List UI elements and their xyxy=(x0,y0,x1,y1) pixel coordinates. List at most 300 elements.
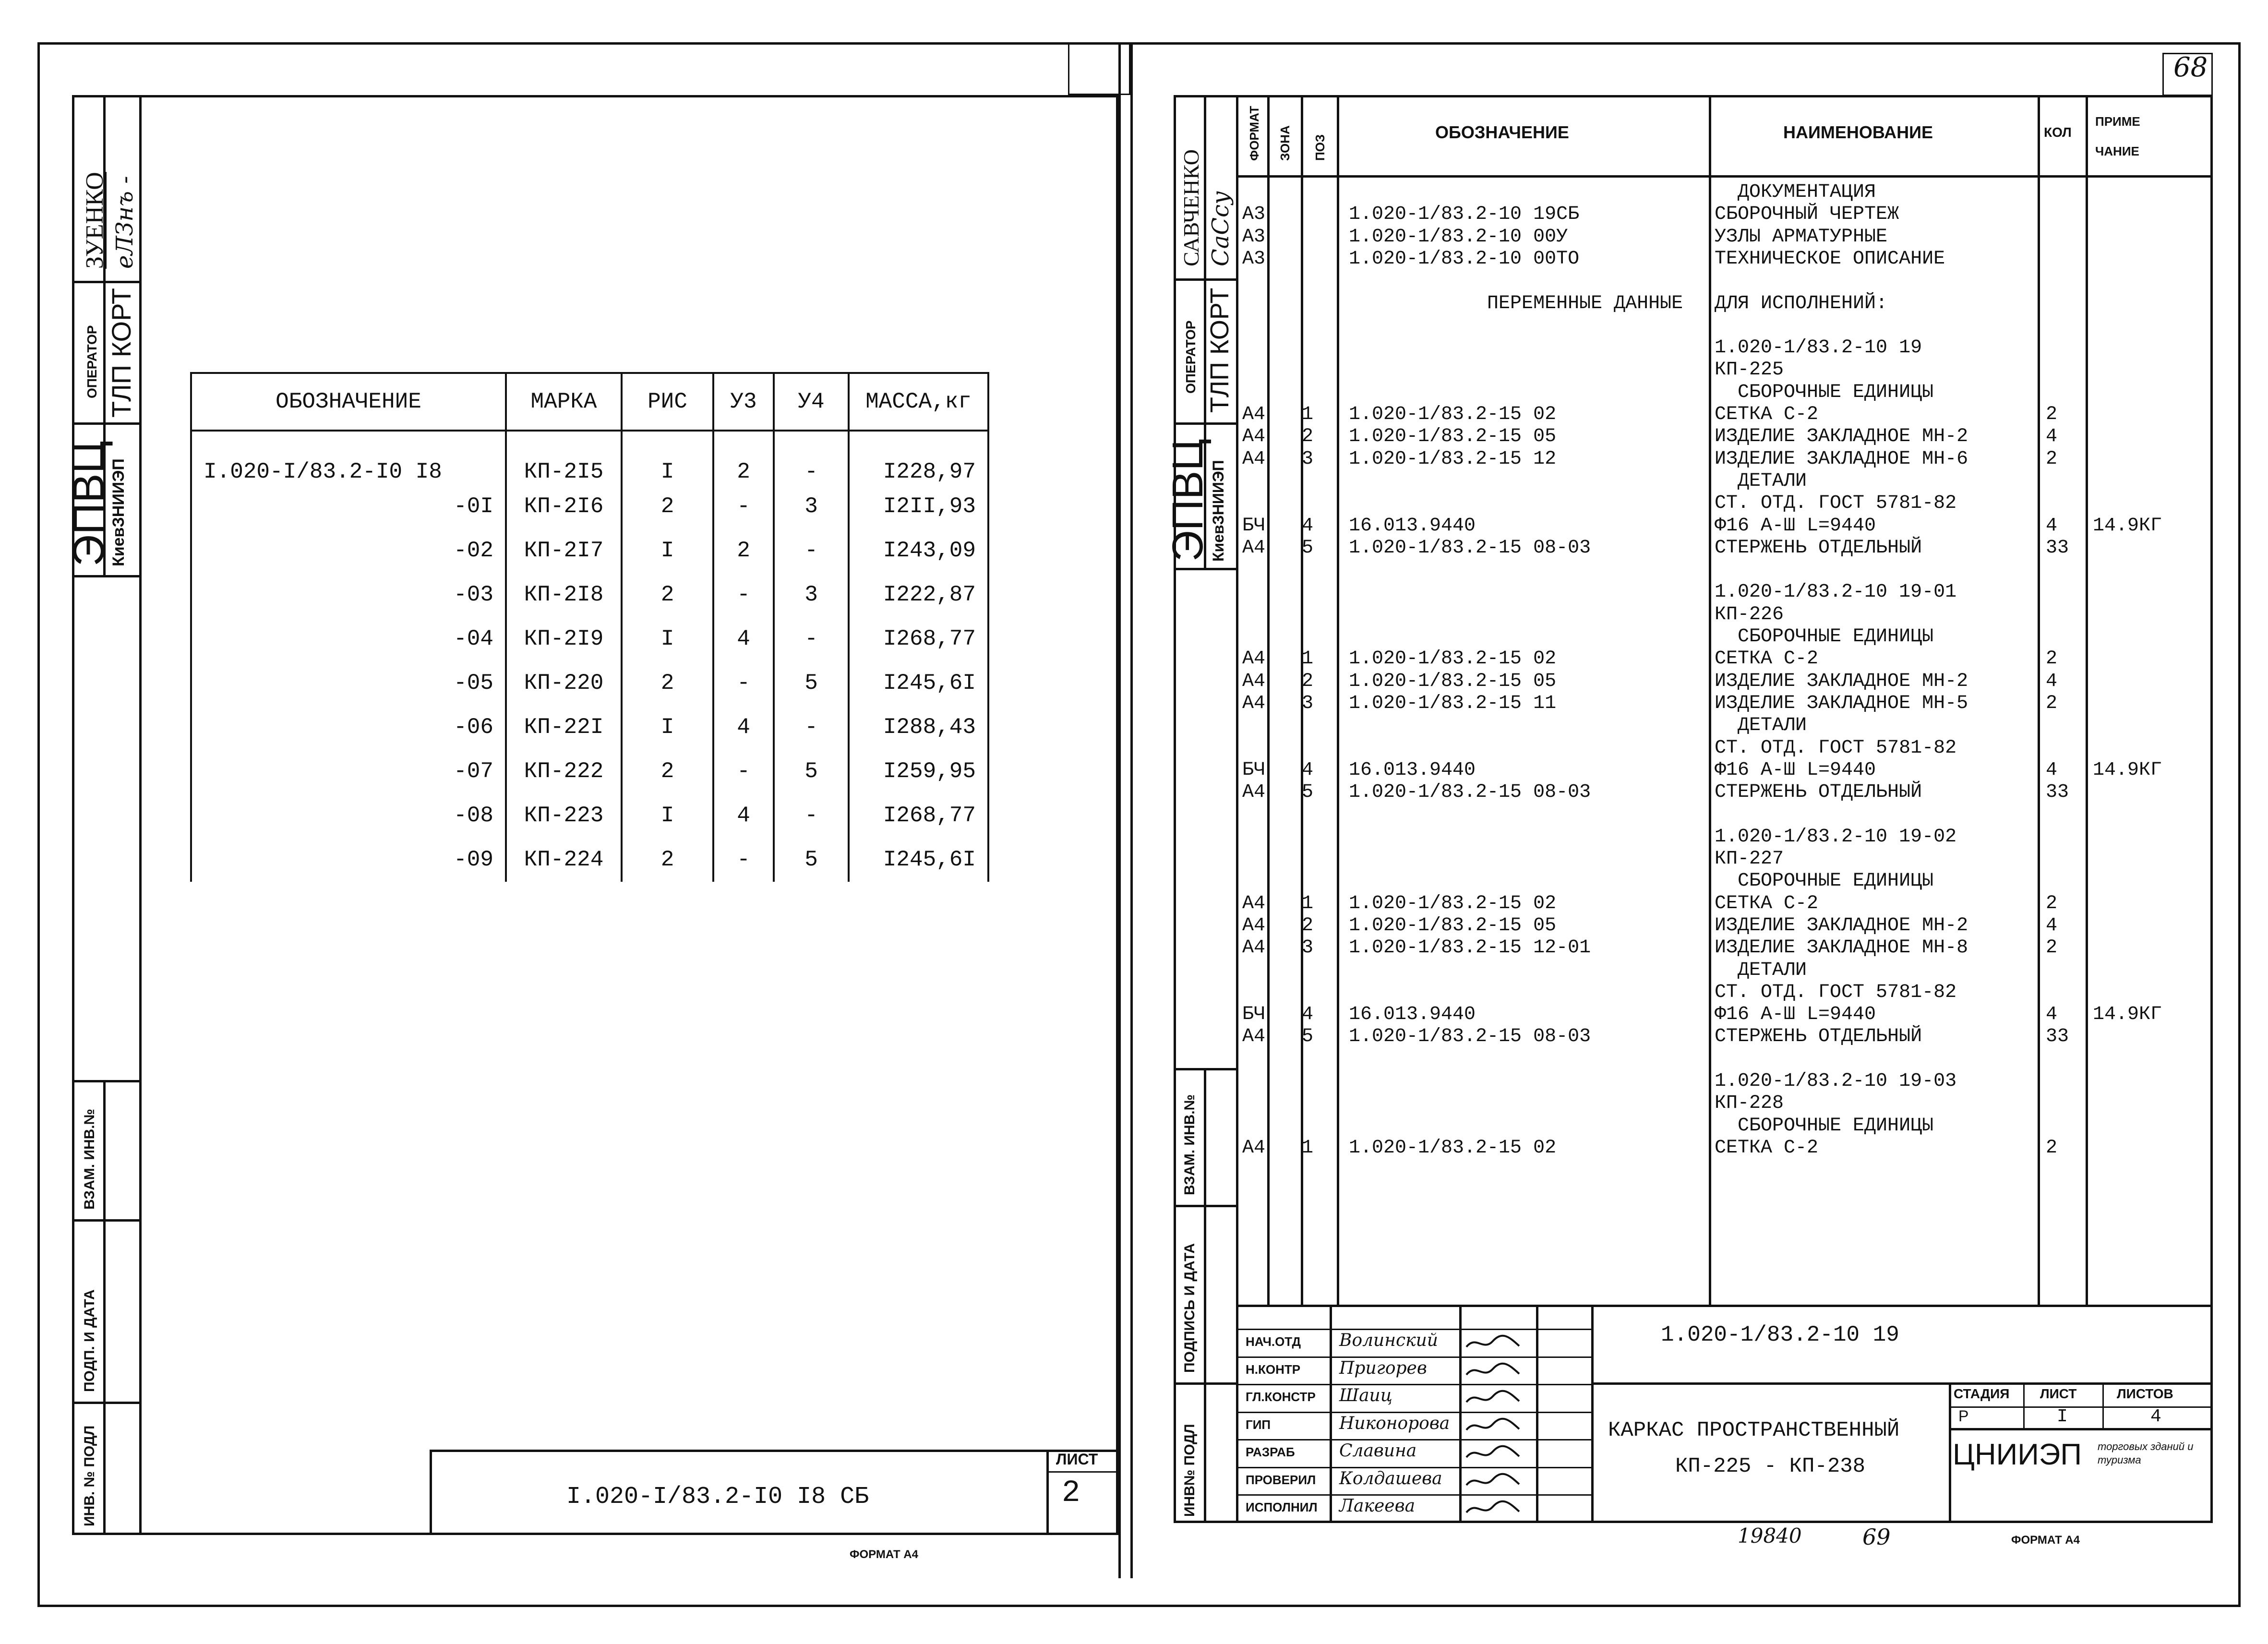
spec-row-name: ИЗДЕЛИЕ ЗАКЛАДНОЕ МН-6 xyxy=(1715,448,1968,470)
spec-row-name: СТЕРЖЕНЬ ОТДЕЛЬНЫЙ xyxy=(1715,1026,1922,1048)
spec-row-code: 1.020-1/83.2-15 11 xyxy=(1349,692,1557,714)
spec-row-name: ИЗДЕЛИЕ ЗАКЛАДНОЕ МН-8 xyxy=(1715,937,1968,959)
spec-row-name: СБОРОЧНЫЕ ЕДИНИЦЫ xyxy=(1715,381,1934,403)
spec-row-name: 1.020-1/83.2-10 19-02 xyxy=(1715,826,1957,848)
tb-role-label: РАЗРАБ xyxy=(1246,1445,1295,1459)
right-stamp-name: САВЧЕНКО xyxy=(1179,149,1203,266)
spec-row-format: А3 xyxy=(1242,226,1266,248)
spec-row-code: 16.013.9440 xyxy=(1349,1004,1476,1026)
bottom-note-1: 19840 xyxy=(1738,1524,1802,1548)
spec-row-format: А4 xyxy=(1242,404,1266,425)
left-row-mark: КП-2I7 xyxy=(506,528,622,573)
spec-row-pos: 1 xyxy=(1302,648,1314,670)
spec-row-format: А4 xyxy=(1242,914,1266,936)
left-row-u3: - xyxy=(713,573,774,617)
center-fold-line xyxy=(1118,42,1121,1578)
left-table-row xyxy=(191,431,988,484)
left-stamp-divider-1 xyxy=(72,281,139,283)
left-row-mark: КП-222 xyxy=(506,749,622,793)
left-row-mass: I268,77 xyxy=(849,617,988,661)
spec-row-code: 1.020-1/83.2-10 00ТО xyxy=(1349,248,1580,270)
spec-row-name: СЕТКА С-2 xyxy=(1715,1137,1819,1159)
tb-role-name: Шаиц xyxy=(1339,1386,1392,1405)
spec-row-code: ПЕРЕМЕННЫЕ ДАННЫЕ xyxy=(1349,292,1683,314)
tb-role-name: Славина xyxy=(1339,1441,1417,1461)
spec-row-name: Ф16 А-Ш L=9440 xyxy=(1715,1004,1876,1026)
spec-row-qty: 2 xyxy=(2046,404,2058,425)
tb-title-2: КП-225 - КП-238 xyxy=(1675,1454,1866,1478)
left-row-code: -03 xyxy=(191,573,506,617)
tb-role-line xyxy=(1236,1329,1591,1330)
left-row-mark: КП-2I6 xyxy=(506,484,622,528)
spec-row-qty: 4 xyxy=(2046,1004,2058,1026)
tb-role-signature-icon xyxy=(1464,1443,1522,1466)
left-row-mass: I228,97 xyxy=(849,431,988,484)
spec-row-name: СЕТКА С-2 xyxy=(1715,648,1819,670)
spec-row-name: СБОРОЧНЫЕ ЕДИНИЦЫ xyxy=(1715,626,1934,648)
spec-row-qty: 2 xyxy=(2046,448,2058,470)
spec-row-qty: 33 xyxy=(2046,781,2069,804)
spec-row-format: А4 xyxy=(1242,648,1266,670)
right-side-label-inv: ИНВ№ ПОДЛ xyxy=(1182,1424,1198,1517)
tb-stage-mid1 xyxy=(2023,1382,2025,1428)
left-row-mass: I222,87 xyxy=(849,573,988,617)
tb-col-sign xyxy=(1459,1305,1462,1523)
spec-row-format: А4 xyxy=(1242,426,1266,448)
spec-row-format: А3 xyxy=(1242,204,1266,226)
left-row-u4: - xyxy=(774,528,849,573)
spec-row-pos: 5 xyxy=(1302,781,1314,804)
spec-row-format: А4 xyxy=(1242,448,1266,470)
left-row-u4: - xyxy=(774,793,849,838)
left-row-code: -06 xyxy=(191,705,506,749)
spec-row-name: СЕТКА С-2 xyxy=(1715,404,1819,425)
tb-role-line xyxy=(1236,1494,1591,1496)
left-row-u3: - xyxy=(713,661,774,705)
left-row-mark: КП-220 xyxy=(506,661,622,705)
spec-row-name: ДЕТАЛИ xyxy=(1715,470,1807,492)
left-row-u4: 3 xyxy=(774,573,849,617)
left-side-label-podp: ПОДП. И ДАТА xyxy=(82,1289,97,1392)
center-fold-line-2 xyxy=(1130,42,1133,1578)
spec-row-code: 1.020-1/83.2-15 02 xyxy=(1349,1137,1557,1159)
left-row-ris: 2 xyxy=(622,573,713,617)
tb-col-date xyxy=(1536,1305,1538,1523)
title-block-top xyxy=(1236,1305,2213,1307)
spec-row-name: ДЛЯ ИСПОЛНЕНИЙ: xyxy=(1715,292,1888,314)
spec-row-qty: 2 xyxy=(2046,648,2058,670)
spec-row-name: СТ. ОТД. ГОСТ 5781-82 xyxy=(1715,492,1957,515)
spec-row-name: СТ. ОТД. ГОСТ 5781-82 xyxy=(1715,981,1957,1003)
right-side-label-line xyxy=(1204,1068,1206,1523)
left-row-u4: - xyxy=(774,705,849,749)
tb-role-line xyxy=(1236,1412,1591,1413)
left-row-mark: КП-22I xyxy=(506,705,622,749)
spec-row-pos: 2 xyxy=(1302,914,1314,936)
left-row-code: -05 xyxy=(191,661,506,705)
spec-row-format: А4 xyxy=(1242,937,1266,959)
left-table-header-u4: У4 xyxy=(774,373,849,431)
spec-row-format: А4 xyxy=(1242,537,1266,559)
left-row-u3: 2 xyxy=(713,528,774,573)
spec-col-note xyxy=(2086,95,2088,1305)
spec-row-name: ИЗДЕЛИЕ ЗАКЛАДНОЕ МН-2 xyxy=(1715,914,1968,936)
right-side-label-vzam: ВЗАМ. ИНВ.№ xyxy=(1182,1094,1198,1195)
left-row-mass: I259,95 xyxy=(849,749,988,793)
left-table-header-ris: РИС xyxy=(622,373,713,431)
left-row-mark: КП-2I9 xyxy=(506,617,622,661)
spec-row-code: 1.020-1/83.2-15 02 xyxy=(1349,892,1557,914)
left-table-header-code: ОБОЗНАЧЕНИЕ xyxy=(191,373,506,431)
spec-row-format: А4 xyxy=(1242,1026,1266,1048)
left-table-header-row xyxy=(191,373,988,431)
left-row-u4: 5 xyxy=(774,661,849,705)
top-center-notch xyxy=(1068,42,1130,95)
left-table-header-mass: МАССА,кг xyxy=(849,373,988,431)
spec-row-note: 14.9КГ xyxy=(2093,759,2162,781)
tb-code-bottom xyxy=(1591,1382,2213,1385)
spec-row-format: А4 xyxy=(1242,892,1266,914)
spec-row-code: 1.020-1/83.2-15 02 xyxy=(1349,648,1557,670)
spec-row-name: ДЕТАЛИ xyxy=(1715,959,1807,981)
right-stamp-div-3 xyxy=(1174,568,1236,570)
tb-col-main xyxy=(1591,1305,1594,1523)
left-table-header-u3: У3 xyxy=(713,373,774,431)
tb-stage-label: СТАДИЯ xyxy=(1954,1386,2010,1401)
left-stamp-top-name: ЗУЕНКО xyxy=(81,172,108,269)
tb-role-label: ГИП xyxy=(1246,1417,1271,1432)
left-row-mass: I245,6I xyxy=(849,838,988,882)
spec-row-code: 1.020-1/83.2-15 12 xyxy=(1349,448,1557,470)
left-table-row xyxy=(191,705,988,749)
tb-role-signature-icon xyxy=(1464,1498,1522,1522)
left-row-ris: I xyxy=(622,528,713,573)
spec-row-qty: 2 xyxy=(2046,892,2058,914)
left-table-body xyxy=(191,431,988,882)
spec-row-format: А3 xyxy=(1242,248,1266,270)
left-row-code: I.020-I/83.2-I0 I8 xyxy=(191,431,506,484)
tb-stage-hline1 xyxy=(1949,1406,2213,1408)
left-row-mass: I288,43 xyxy=(849,705,988,749)
spec-row-name: КП-226 xyxy=(1715,603,1784,625)
left-row-code: -07 xyxy=(191,749,506,793)
spec-row-name: 1.020-1/83.2-10 19 xyxy=(1715,337,1922,359)
right-side-label-podp: ПОДПИСЬ И ДАТА xyxy=(1182,1243,1198,1373)
left-row-ris: 2 xyxy=(622,484,713,528)
spec-row-qty: 2 xyxy=(2046,1137,2058,1159)
left-row-ris: I xyxy=(622,705,713,749)
left-stamp-divider-3 xyxy=(72,575,139,577)
left-row-mark: КП-223 xyxy=(506,793,622,838)
left-row-mass: I243,09 xyxy=(849,528,988,573)
spec-col-code xyxy=(1337,95,1339,1305)
spec-row-qty: 33 xyxy=(2046,537,2069,559)
right-stamp-sign: СаСсу xyxy=(1207,191,1234,266)
tb-role-line xyxy=(1236,1439,1591,1440)
spec-row-format: А4 xyxy=(1242,692,1266,714)
left-row-code: -0I xyxy=(191,484,506,528)
right-stamp-col-line xyxy=(1236,95,1238,1523)
spec-row-note: 14.9КГ xyxy=(2093,1004,2162,1026)
left-row-mass: I268,77 xyxy=(849,793,988,838)
tb-role-signature-icon xyxy=(1464,1332,1522,1356)
left-row-u4: 5 xyxy=(774,838,849,882)
tb-role-label: Н.КОНТР xyxy=(1246,1362,1301,1377)
tb-role-signature-icon xyxy=(1464,1471,1522,1494)
left-row-mass: I2II,93 xyxy=(849,484,988,528)
spec-header-note-1: ПРИМЕ xyxy=(2095,114,2140,129)
left-side-divider-b xyxy=(72,1219,139,1222)
spec-col-qty xyxy=(2038,95,2040,1305)
spec-row-name: Ф16 А-Ш L=9440 xyxy=(1715,515,1876,537)
left-title-sheet-hline xyxy=(1046,1471,1118,1473)
spec-row-name: 1.020-1/83.2-10 19-01 xyxy=(1715,581,1957,603)
left-side-label-inv: ИНВ. № ПОДЛ xyxy=(82,1425,97,1526)
left-row-code: -04 xyxy=(191,617,506,661)
spec-row-code: 1.020-1/83.2-15 08-03 xyxy=(1349,1026,1591,1048)
spec-row-code: 1.020-1/83.2-15 08-03 xyxy=(1349,537,1591,559)
bottom-note-2: 69 xyxy=(1862,1524,1891,1550)
right-stamp-div-2 xyxy=(1174,422,1236,425)
spec-row-name: ДОКУМЕНТАЦИЯ xyxy=(1715,181,1876,203)
spec-row-qty: 4 xyxy=(2046,759,2058,781)
spec-row-name: СТЕРЖЕНЬ ОТДЕЛЬНЫЙ xyxy=(1715,781,1922,804)
spec-row-code: 1.020-1/83.2-10 19СБ xyxy=(1349,204,1580,226)
spec-row-name: КП-228 xyxy=(1715,1092,1784,1115)
spec-row-name: СТЕРЖЕНЬ ОТДЕЛЬНЫЙ xyxy=(1715,537,1922,559)
spec-row-note: 14.9КГ xyxy=(2093,515,2162,537)
tb-role-name: Лакеева xyxy=(1339,1496,1416,1516)
spec-row-code: 1.020-1/83.2-15 08-03 xyxy=(1349,781,1591,804)
spec-row-code: 1.020-1/83.2-15 12-01 xyxy=(1349,937,1591,959)
left-stamp-ebvc: ЭПВЦ xyxy=(64,441,113,566)
spec-row-format: А4 xyxy=(1242,670,1266,692)
tb-stage-left xyxy=(1949,1382,1951,1523)
tb-role-line xyxy=(1236,1356,1591,1358)
spec-row-code: 1.020-1/83.2-15 05 xyxy=(1349,670,1557,692)
left-row-u3: - xyxy=(713,749,774,793)
spec-col-name xyxy=(1709,95,1711,1305)
tb-role-label: ИСПОЛНИЛ xyxy=(1246,1500,1318,1514)
tb-role-name: Пригорев xyxy=(1339,1358,1427,1378)
spec-row-pos: 4 xyxy=(1302,759,1314,781)
left-row-u4: 5 xyxy=(774,749,849,793)
spec-row-code: 1.020-1/83.2-15 02 xyxy=(1349,404,1557,425)
tb-role-signature-icon xyxy=(1464,1416,1522,1439)
tb-role-label: НАЧ.ОТД xyxy=(1246,1334,1301,1349)
spec-row-pos: 1 xyxy=(1302,404,1314,425)
spec-row-pos: 5 xyxy=(1302,537,1314,559)
tb-role-signature-icon xyxy=(1464,1388,1522,1411)
spec-row-pos: 3 xyxy=(1302,448,1314,470)
tb-role-line xyxy=(1236,1467,1591,1468)
left-row-code: -02 xyxy=(191,528,506,573)
spec-row-name: Ф16 А-Ш L=9440 xyxy=(1715,759,1876,781)
left-row-mark: КП-2I5 xyxy=(506,431,622,484)
tb-doc-code: 1.020-1/83.2-10 19 xyxy=(1661,1322,1899,1347)
spec-row-name: КП-227 xyxy=(1715,848,1784,870)
spec-header-qty: КОЛ xyxy=(2044,125,2072,140)
left-row-u3: 4 xyxy=(713,793,774,838)
left-stamp-operator-label: ОПЕРАТОР xyxy=(84,325,99,398)
left-title-code: I.020-I/83.2-I0 I8 СБ xyxy=(566,1483,869,1511)
spec-row-pos: 3 xyxy=(1302,937,1314,959)
left-row-ris: 2 xyxy=(622,661,713,705)
page-number: 68 xyxy=(2173,52,2208,83)
left-side-label-vzam: ВЗАМ. ИНВ.№ xyxy=(82,1108,97,1210)
spec-row-code: 1.020-1/83.2-15 05 xyxy=(1349,914,1557,936)
spec-row-name: ИЗДЕЛИЕ ЗАКЛАДНОЕ МН-2 xyxy=(1715,426,1968,448)
spec-row-code: 16.013.9440 xyxy=(1349,759,1476,781)
spec-row-pos: 5 xyxy=(1302,1026,1314,1048)
spec-row-code: 1.020-1/83.2-10 00У xyxy=(1349,226,1568,248)
left-title-sheet-label: ЛИСТ xyxy=(1056,1451,1098,1468)
spec-row-pos: 4 xyxy=(1302,1004,1314,1026)
spec-row-name: СБОРОЧНЫЕ ЕДИНИЦЫ xyxy=(1715,1115,1934,1137)
spec-row-qty: 33 xyxy=(2046,1026,2069,1048)
left-stamp-top-sign: еЛЗнъ - xyxy=(111,176,138,269)
spec-header-pos: ПОЗ xyxy=(1313,134,1327,161)
spec-header-format: ФОРМАТ xyxy=(1247,106,1261,161)
left-table-row xyxy=(191,793,988,838)
right-format-label: ФОРМАТ А4 xyxy=(2011,1534,2080,1547)
left-table-row xyxy=(191,617,988,661)
left-row-ris: 2 xyxy=(622,749,713,793)
spec-row-name: ДЕТАЛИ xyxy=(1715,715,1807,737)
left-stamp-column-line xyxy=(139,95,142,1535)
right-stamp-ebvc: ЭПВЦ xyxy=(1164,439,1212,562)
spec-row-name: СТ. ОТД. ГОСТ 5781-82 xyxy=(1715,737,1957,759)
tb-title-1: КАРКАС ПРОСТРАНСТВЕННЫЙ xyxy=(1608,1418,1900,1442)
left-side-divider-a xyxy=(72,1080,139,1082)
left-row-u3: - xyxy=(713,838,774,882)
spec-row-format: А4 xyxy=(1242,1137,1266,1159)
tb-role-name: Волинский xyxy=(1339,1331,1438,1350)
spec-row-format: БЧ xyxy=(1242,759,1266,781)
tb-col-names xyxy=(1330,1305,1332,1523)
tb-sheet-value: I xyxy=(2057,1406,2068,1427)
left-row-mass: I245,6I xyxy=(849,661,988,705)
right-stamp-ebvc-sub: КиевЗНИИЭП xyxy=(1210,460,1227,562)
spec-row-name: УЗЛЫ АРМАТУРНЫЕ xyxy=(1715,226,1888,248)
left-row-ris: I xyxy=(622,617,713,661)
left-row-u3: 2 xyxy=(713,431,774,484)
spec-row-name: ТЕХНИЧЕСКОЕ ОПИСАНИЕ xyxy=(1715,248,1945,270)
left-row-u4: - xyxy=(774,617,849,661)
left-side-label-line xyxy=(103,1080,106,1535)
left-table-row xyxy=(191,528,988,573)
tb-org-sub: торговых зданий и туризма xyxy=(2098,1440,2194,1466)
left-title-sheet-divider xyxy=(1046,1450,1049,1535)
spec-row-qty: 4 xyxy=(2046,914,2058,936)
spec-row-format: БЧ xyxy=(1242,1004,1266,1026)
spec-row-pos: 4 xyxy=(1302,515,1314,537)
left-row-u3: 4 xyxy=(713,617,774,661)
spec-header-designation: ОБОЗНАЧЕНИЕ xyxy=(1435,122,1569,142)
tb-stage-mid2 xyxy=(2102,1382,2104,1428)
spec-row-qty: 4 xyxy=(2046,515,2058,537)
spec-header-bottom xyxy=(1236,175,2213,178)
left-row-u3: 4 xyxy=(713,705,774,749)
spec-row-format: А4 xyxy=(1242,781,1266,804)
spec-row-name: КП-225 xyxy=(1715,359,1784,381)
spec-row-qty: 2 xyxy=(2046,692,2058,714)
left-row-code: -09 xyxy=(191,838,506,882)
left-row-u3: - xyxy=(713,484,774,528)
spec-row-code: 16.013.9440 xyxy=(1349,515,1476,537)
right-stamp-operator-label: ОПЕРАТОР xyxy=(1183,320,1198,394)
spec-row-name: ИЗДЕЛИЕ ЗАКЛАДНОЕ МН-2 xyxy=(1715,670,1968,692)
spec-row-pos: 2 xyxy=(1302,670,1314,692)
left-title-sheet-no: 2 xyxy=(1062,1476,1080,1511)
left-stamp-ebvc-sub: КиевЗНИИЭП xyxy=(109,458,128,566)
tb-role-label: ПРОВЕРИЛ xyxy=(1246,1472,1316,1487)
spec-row-name: СБОРОЧНЫЕ ЕДИНИЦЫ xyxy=(1715,870,1934,892)
tb-org: ЦНИИЭП xyxy=(1953,1438,2082,1471)
left-table-row xyxy=(191,573,988,617)
spec-col-zone xyxy=(1267,95,1270,1305)
spec-row-qty: 4 xyxy=(2046,670,2058,692)
tb-role-line xyxy=(1236,1384,1591,1385)
tb-stage-value: Р xyxy=(1958,1407,1969,1425)
spec-row-name: СБОРОЧНЫЙ ЧЕРТЕЖ xyxy=(1715,204,1899,226)
spec-header-zone: ЗОНА xyxy=(1278,125,1292,161)
left-row-code: -08 xyxy=(191,793,506,838)
tb-role-signature-icon xyxy=(1464,1360,1522,1384)
tb-sheet-label: ЛИСТ xyxy=(2040,1386,2077,1401)
right-stamp-operator-value: ТЛП КОРТ xyxy=(1205,288,1234,413)
left-format-label: ФОРМАТ А4 xyxy=(850,1548,918,1561)
left-table-row xyxy=(191,484,988,528)
left-mass-table xyxy=(190,372,989,882)
tb-stage-hline2 xyxy=(1949,1428,2213,1430)
left-row-mark: КП-224 xyxy=(506,838,622,882)
spec-row-name: ИЗДЕЛИЕ ЗАКЛАДНОЕ МН-5 xyxy=(1715,692,1968,714)
left-row-ris: 2 xyxy=(622,838,713,882)
right-stamp-div-1 xyxy=(1174,278,1236,281)
spec-row-pos: 1 xyxy=(1302,892,1314,914)
spec-row-format: БЧ xyxy=(1242,515,1266,537)
left-table-header-mark: МАРКА xyxy=(506,373,622,431)
left-table-row xyxy=(191,749,988,793)
spec-row-name: 1.020-1/83.2-10 19-03 xyxy=(1715,1070,1957,1092)
tb-role-name: Никонорова xyxy=(1339,1413,1450,1433)
tb-sheets-value: 4 xyxy=(2150,1406,2161,1427)
spec-row-qty: 4 xyxy=(2046,426,2058,448)
tb-sheets-label: ЛИСТОВ xyxy=(2117,1386,2173,1401)
spec-row-qty: 2 xyxy=(2046,937,2058,959)
left-row-mark: КП-2I8 xyxy=(506,573,622,617)
left-row-ris: I xyxy=(622,793,713,838)
left-table-row xyxy=(191,661,988,705)
left-table-row xyxy=(191,838,988,882)
spec-row-pos: 2 xyxy=(1302,426,1314,448)
left-stamp-divider-2 xyxy=(72,422,139,425)
spec-row-pos: 1 xyxy=(1302,1137,1314,1159)
left-row-ris: I xyxy=(622,431,713,484)
left-row-u4: - xyxy=(774,431,849,484)
spec-row-name: СЕТКА С-2 xyxy=(1715,892,1819,914)
spec-row-code: 1.020-1/83.2-15 05 xyxy=(1349,426,1557,448)
left-row-u4: 3 xyxy=(774,484,849,528)
tb-role-name: Колдашева xyxy=(1339,1468,1442,1488)
left-side-divider-c xyxy=(72,1402,139,1404)
spec-header-note-2: ЧАНИЕ xyxy=(2095,144,2139,158)
tb-role-label: ГЛ.КОНСТР xyxy=(1246,1390,1316,1404)
spec-row-pos: 3 xyxy=(1302,692,1314,714)
spec-header-name: НАИМЕНОВАНИЕ xyxy=(1783,122,1933,142)
left-stamp-operator-value: ТЛП КОРТ xyxy=(106,288,136,418)
